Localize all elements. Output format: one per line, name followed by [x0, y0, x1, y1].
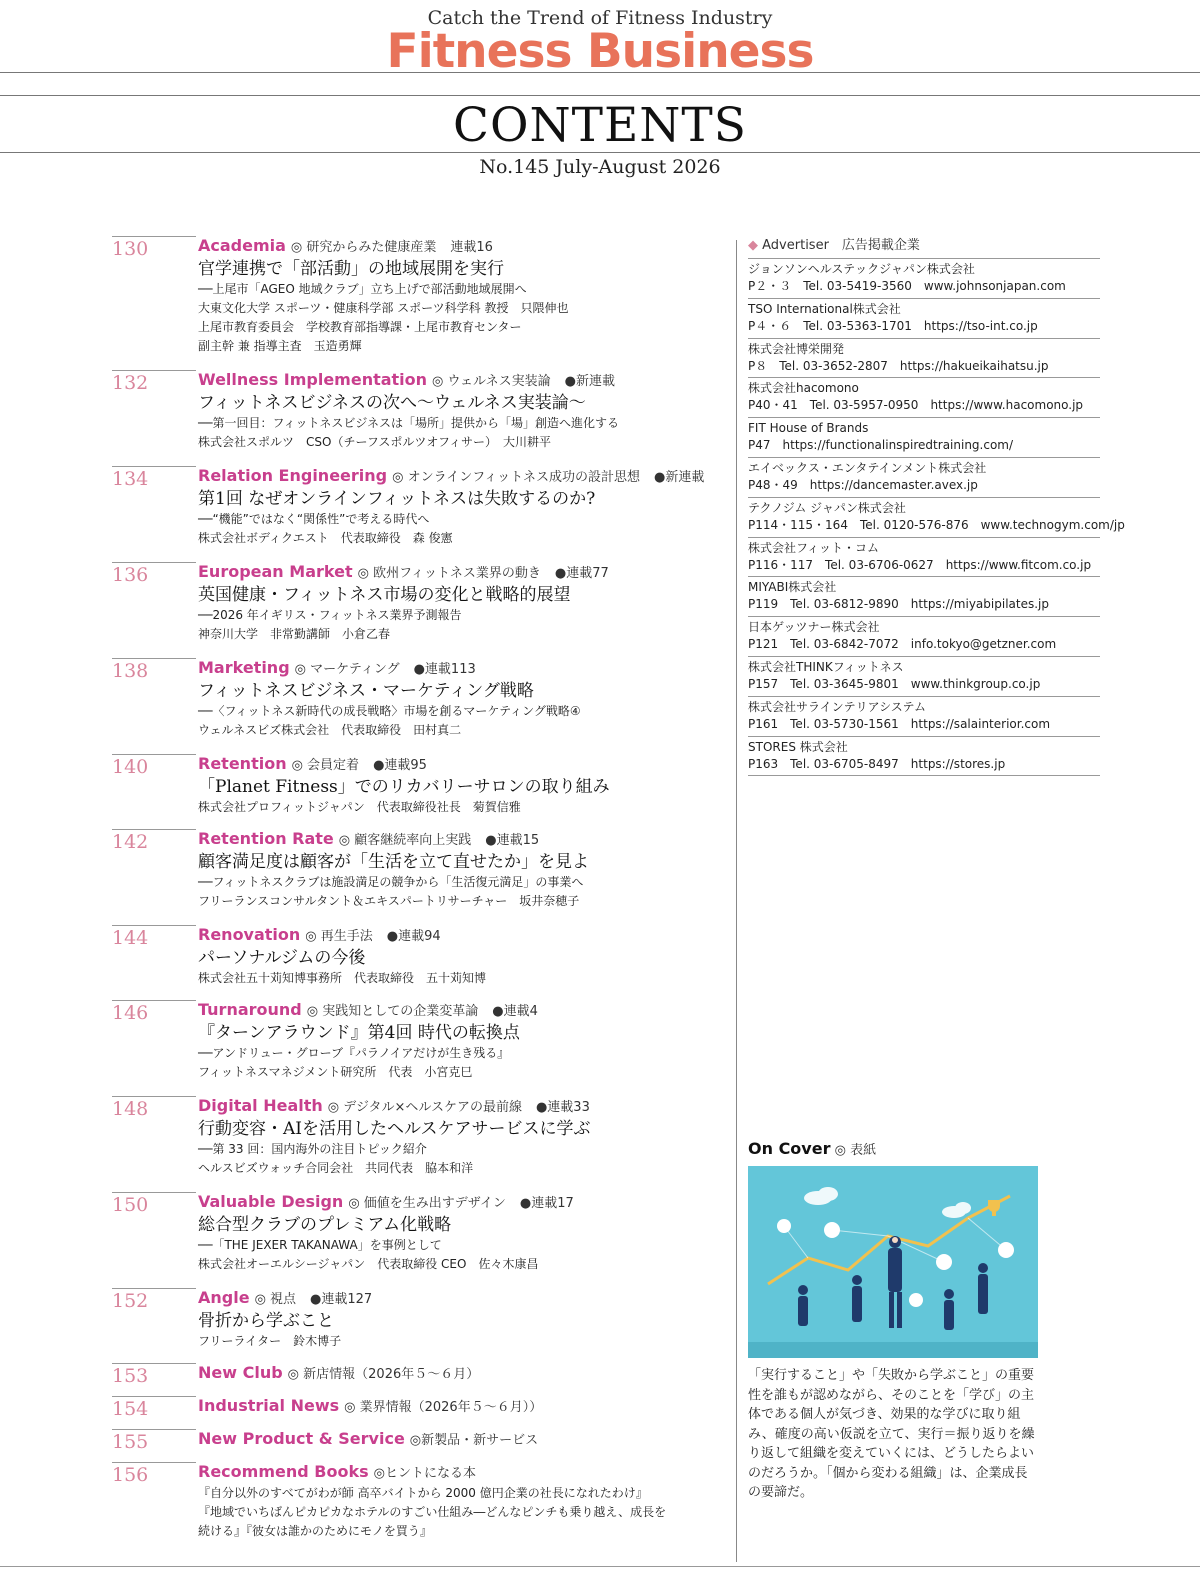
toc-series: ●連載94: [386, 929, 441, 944]
advertiser-tel: Tel. 03-5730-1561: [790, 716, 899, 731]
toc-author-line: 株式会社五十苅知博事務所 代表取締役 五十苅知博: [198, 971, 487, 985]
advertiser-tel: Tel. 03-5363-1701: [803, 318, 912, 333]
toc-category: Academia: [198, 236, 286, 255]
advertiser-name: エイベックス・エンタテインメント株式会社: [748, 460, 987, 475]
advertiser-tel: Tel. 03-6812-9890: [790, 597, 899, 612]
toc-title[interactable]: 「Planet Fitness」でのリカバリーサロンの取り組み: [198, 777, 610, 797]
toc-series: 連載16: [450, 240, 493, 255]
advertiser-tel: Tel. 03-5419-3560: [803, 279, 912, 293]
advertiser-pages: P163: [748, 756, 779, 771]
advertiser-item: [748, 538, 1100, 578]
toc-heading: [198, 829, 722, 851]
toc-heading: [198, 370, 722, 392]
toc-deck: ──上尾市「AGEO 地域クラブ」立ち上げで部活動地域展開へ: [198, 282, 527, 296]
toc-heading: [198, 754, 722, 776]
advertiser-url[interactable]: info.tokyo@getzner.com: [910, 637, 1057, 652]
advertiser-tel: Tel. 03-6705-8497: [790, 756, 899, 771]
advertiser-info: [748, 596, 1100, 613]
toc-author-line: 副主幹 兼 指導主査 玉造勇輝: [198, 339, 362, 353]
toc-subject: ◎ オンラインフィットネス成功の設計思想: [392, 470, 641, 485]
page-number: 132: [112, 370, 196, 394]
page-number: 134: [112, 466, 196, 490]
toc-subject: ◎ 欧州フィットネス業界の動き: [357, 566, 541, 581]
page-number: 144: [112, 925, 196, 949]
advertiser-name: 株式会社hacomono: [748, 381, 859, 396]
toc-category: Wellness Implementation: [198, 370, 428, 389]
divider: [0, 152, 1200, 153]
toc-title[interactable]: フィットネスビジネスの次へ〜ウェルネス実装論〜: [198, 393, 586, 413]
advertiser-info: [748, 437, 1100, 454]
toc-heading: [198, 466, 722, 488]
toc-category: New Club: [198, 1363, 283, 1382]
toc-heading: [198, 236, 722, 258]
toc-title[interactable]: 第1回 なぜオンラインフィットネスは失敗するのか?: [198, 489, 596, 509]
toc-entry-body: [198, 236, 722, 356]
toc-author-line: 株式会社スポルツ CSO（チーフスポルツオフィサー） 大川耕平: [198, 435, 552, 449]
advertiser-pages: P２・３: [748, 279, 792, 293]
toc-heading: [198, 1429, 722, 1451]
advertiser-item: [748, 339, 1100, 379]
toc-author-line: 続ける』『彼女は誰かのためにモノを買う』: [198, 1524, 432, 1538]
advertiser-info: [748, 716, 1100, 733]
advertiser-item: [748, 617, 1100, 657]
toc-entry-body: [198, 1462, 722, 1541]
toc-category: Retention: [198, 754, 287, 773]
toc-author-line: 『自分以外のすべてがわが師 高卒バイトから 2000 億円企業の社長になれたわけ』: [198, 1486, 648, 1500]
advertiser-url[interactable]: https://www.hacomono.jp: [930, 398, 1084, 413]
toc-entry-body: [198, 562, 722, 644]
advertiser-heading: ◆ Advertiser 広告掲載企業: [748, 236, 1100, 259]
advertiser-pages: P161: [748, 716, 779, 731]
toc-author-line: フリーライター 鈴木博子: [198, 1334, 342, 1348]
cover-description: 「実行すること」や「失敗から学ぶこと」の重要性を誰もが認めながら、そのことを「学び」の主体である個人が気づき、効果的な学びに取り組み、確度の高い仮説を立て、実行＝振り返りを繰り返して組織を変えていくには、どうしたらよいのだろうか。「個から変わる組織」は、企業成長の要諦だ。: [748, 1368, 1035, 1500]
toc-series: ●連載15: [485, 833, 540, 848]
advertiser-url[interactable]: www.technogym.com/jp: [980, 517, 1125, 532]
toc-subject: ◎ 新店情報（2026年５〜６月）: [287, 1367, 480, 1382]
toc-author-line: フリーランスコンサルタント＆エキスパートリサーチャー 坂井奈穂子: [198, 894, 580, 908]
toc-author-line: フィットネスマネジメント研究所 代表 小宮克巳: [198, 1065, 473, 1079]
toc-category: Angle: [198, 1288, 250, 1307]
toc-heading: [198, 1396, 722, 1418]
page-number: 140: [112, 754, 196, 778]
page-number: 130: [112, 236, 196, 260]
toc-subject: ◎ デジタル×ヘルスケアの最前線: [327, 1100, 522, 1115]
toc-entry-body: [198, 754, 722, 817]
page-number: 148: [112, 1096, 196, 1120]
toc-entry-body: [198, 1000, 722, 1082]
advertiser-item: [748, 697, 1100, 737]
toc-heading: [198, 1096, 722, 1118]
page-number: 152: [112, 1288, 196, 1312]
toc-deck: ──「THE JEXER TAKANAWA」を事例として: [198, 1238, 442, 1252]
cover-subject: ◎ 表紙: [834, 1143, 877, 1158]
advertiser-item: [748, 299, 1100, 339]
toc-series: ●連載95: [373, 758, 427, 773]
toc-subject: ◎ヒントになる本: [373, 1466, 476, 1481]
toc-entry-body: [198, 925, 722, 988]
toc-entry-body: [198, 370, 722, 452]
toc-category: New Product & Service: [198, 1429, 405, 1448]
toc-entry-body: [198, 1363, 722, 1385]
toc-title[interactable]: 顧客満足度は顧客が「生活を立て直せたか」を見よ: [198, 852, 589, 872]
brand-logo: Fitness Business: [386, 24, 814, 79]
advertiser-url[interactable]: https://hakueikaihatsu.jp: [899, 358, 1049, 373]
advertiser-tel: Tel. 03-3645-9801: [790, 676, 899, 691]
toc-category: Renovation: [198, 925, 301, 944]
toc-heading: [198, 1288, 722, 1310]
advertiser-name: テクノジム ジャパン株式会社: [748, 500, 906, 515]
advertiser-item: [748, 737, 1100, 777]
column-divider: [736, 240, 737, 1562]
advertiser-item: [748, 458, 1100, 498]
tagline: Catch the Trend of Fitness Industry: [427, 7, 773, 29]
page-number: 155: [112, 1429, 196, 1453]
advertiser-info: [748, 358, 1100, 375]
advertiser-url[interactable]: https://stores.jp: [910, 756, 1006, 771]
advertiser-info: [748, 278, 1100, 295]
toc-author-line: 株式会社ボディクエスト 代表取締役 森 俊憲: [198, 531, 453, 545]
advertiser-pages: P40・41: [748, 398, 798, 413]
toc-series: ●連載17: [519, 1196, 574, 1211]
cover-illustration: [748, 1166, 1038, 1358]
cover-heading: [748, 1138, 1042, 1162]
advertiser-tel: Tel. 03-3652-2807: [779, 358, 888, 373]
issue-number: No.145 July-August 2026: [479, 156, 721, 178]
advertiser-url[interactable]: https://salainterior.com: [910, 716, 1051, 731]
advertiser-info: [748, 676, 1100, 693]
toc-entry-body: [198, 1096, 722, 1178]
toc-heading: [198, 1192, 722, 1214]
toc-subject: ◎ 業界情報（2026年５〜６月））: [344, 1400, 543, 1415]
advertiser-name: ジョンソンヘルステックジャパン株式会社: [748, 262, 975, 276]
page-number: 153: [112, 1363, 196, 1387]
toc-author-line: 神奈川大学 非常勤講師 小倉乙春: [198, 627, 391, 641]
page-number: 136: [112, 562, 196, 586]
divider: [0, 1566, 1200, 1567]
page-number: 138: [112, 658, 196, 682]
toc-series: ●連載77: [554, 566, 609, 581]
advertiser-pages: P116・117: [748, 557, 814, 572]
toc-deck: ──〈フィットネス新時代の成長戦略〉市場を創るマーケティング戦略④: [198, 704, 581, 718]
toc-category: Marketing: [198, 658, 290, 677]
toc-author-line: 大東文化大学 スポーツ・健康科学部 スポーツ科学科 教授 只隈伸也: [198, 301, 569, 315]
toc-series: ●新連載: [654, 470, 705, 485]
advertiser-item: [748, 577, 1100, 617]
toc-heading: [198, 925, 722, 947]
toc-author-line: ウェルネスビズ株式会社 代表取締役 田村真二: [198, 723, 462, 737]
advertiser-url[interactable]: https://dancemaster.avex.jp: [809, 477, 978, 492]
advertiser-info: [748, 477, 1100, 494]
toc-subject: ◎ 研究からみた健康産業: [290, 240, 437, 255]
toc-category: Turnaround: [198, 1000, 302, 1019]
toc-series: ●連載33: [535, 1100, 590, 1115]
toc-subject: ◎ 会員定着: [291, 758, 360, 773]
toc-deck: ──“機能”ではなく“関係性”で考える時代へ: [198, 512, 430, 526]
toc-category: Industrial News: [198, 1396, 340, 1415]
advertiser-tel: Tel. 0120-576-876: [859, 517, 969, 532]
advertiser-item: [748, 498, 1125, 538]
advertiser-info: [748, 517, 1125, 534]
advertiser-tel: Tel. 03-6706-0627: [825, 557, 934, 572]
advertiser-item: [748, 657, 1100, 697]
toc-series: ●新連載: [564, 374, 615, 389]
toc-subject: ◎ 実践知としての企業変革論: [306, 1004, 479, 1019]
divider: [0, 95, 1200, 96]
advertiser-pages: P114・115・164: [748, 517, 848, 532]
page-number: 150: [112, 1192, 196, 1216]
toc-series: ●連載4: [492, 1004, 538, 1019]
toc-category: Relation Engineering: [198, 466, 388, 485]
advertiser-pages: P８: [748, 358, 768, 373]
toc-title[interactable]: 行動変容・AIを活用したヘルスケアサービスに学ぶ: [198, 1119, 591, 1139]
advertiser-info: [748, 397, 1100, 414]
toc-title[interactable]: 骨折から学ぶこと: [198, 1311, 334, 1331]
toc-category: Recommend Books: [198, 1462, 369, 1481]
toc-subject: ◎新製品・新サービス: [409, 1433, 539, 1448]
toc-subject: ◎ ウェルネス実装論: [432, 374, 551, 389]
advertiser-info: [748, 636, 1100, 653]
toc-deck: ──フィットネスクラブは施設満足の競争から「生活復元満足」の事業へ: [198, 875, 584, 889]
toc-subject: ◎ 価値を生み出すデザイン: [348, 1196, 506, 1211]
toc-subject: ◎ 視点: [254, 1292, 297, 1307]
toc-author-line: 上尾市教育委員会 学校教育部指導課・上尾市教育センター: [198, 320, 522, 334]
toc-heading: [198, 562, 722, 584]
advertiser-url[interactable]: https://miyabipilates.jp: [910, 597, 1049, 612]
divider: [0, 72, 1200, 73]
toc-title[interactable]: フィットネスビジネス・マーケティング戦略: [198, 681, 534, 701]
advertiser-name: 株式会社サラインテリアシステム: [748, 699, 926, 714]
advertiser-url[interactable]: www.thinkgroup.co.jp: [910, 676, 1041, 691]
toc-author-line: 『地域でいちばんピカピカなホテルのすごい仕組み―どんなピンチも乗り越え、成長を: [198, 1505, 667, 1519]
toc-deck: ──2026 年イギリス・フィットネス業界予測報告: [198, 608, 462, 622]
toc-series: ●連載127: [310, 1292, 373, 1307]
advertiser-item: [748, 418, 1100, 458]
toc-heading: [198, 1462, 722, 1484]
advertiser-name: 株式会社フィット・コム: [748, 540, 880, 555]
toc-deck: ──アンドリュー・グローブ『パラノイアだけが生き残る』: [198, 1046, 510, 1060]
advertiser-pages: P47: [748, 438, 771, 453]
advertiser-pages: P48・49: [748, 477, 798, 492]
diamond-icon: ◆: [748, 238, 763, 253]
toc-subject: ◎ 顧客継続率向上実践: [338, 833, 472, 848]
advertiser-pages: P119: [748, 597, 779, 612]
advertiser-name: TSO International株式会社: [748, 301, 901, 316]
toc-entry-body: [198, 1288, 722, 1351]
cover-category: On Cover: [748, 1139, 831, 1158]
toc-entry-body: [198, 1396, 722, 1418]
advertiser-info: [748, 557, 1100, 574]
toc-category: Valuable Design: [198, 1192, 344, 1211]
advertiser-name: MIYABI株式会社: [748, 580, 837, 595]
page-number: 142: [112, 829, 196, 853]
advertiser-name: 株式会社THINKフィットネス: [748, 659, 904, 674]
toc-author-line: ヘルスビズウォッチ合同会社 共同代表 脇本和洋: [198, 1161, 474, 1175]
toc-entry-body: [198, 658, 722, 740]
advertiser-info: [748, 318, 1100, 335]
advertiser-name: STORES 株式会社: [748, 739, 848, 754]
toc-entry-body: [198, 1192, 722, 1274]
advertiser-item: [748, 259, 1100, 299]
toc-heading: [198, 1000, 722, 1022]
toc-title[interactable]: 官学連携で「部活動」の地域展開を実行: [198, 259, 504, 279]
advertiser-name: FIT House of Brands: [748, 421, 869, 436]
advertiser-pages: P４・６: [748, 318, 792, 333]
advertiser-pages: P157: [748, 676, 779, 691]
toc-subject: ◎ 再生手法: [305, 929, 373, 944]
toc-title[interactable]: 総合型クラブのプレミアム化戦略: [198, 1215, 452, 1235]
toc-deck: ──第一回目：フィットネスビジネスは「場所」提供から「場」創造へ進化する: [198, 416, 620, 430]
toc-subject: ◎ マーケティング: [294, 662, 400, 677]
toc-heading: [198, 658, 722, 680]
advertiser-tel: Tel. 03-5957-0950: [809, 398, 919, 413]
toc-title[interactable]: パーソナルジムの今後: [198, 948, 366, 968]
toc-entry-body: [198, 1429, 722, 1451]
advertiser-url[interactable]: www.johnsonjapan.com: [923, 279, 1066, 293]
advertiser-name: 株式会社博栄開発: [748, 341, 845, 356]
page-number: 156: [112, 1462, 196, 1486]
advertiser-item: [748, 378, 1100, 418]
page-number: 154: [112, 1396, 196, 1420]
toc-category: European Market: [198, 562, 353, 581]
toc-heading: [198, 1363, 722, 1385]
on-cover: [748, 1138, 1042, 1503]
toc-series: ●連載113: [413, 662, 476, 677]
toc-title[interactable]: 『ターンアラウンド』第4回 時代の転換点: [198, 1023, 520, 1043]
toc-entry-body: [198, 466, 722, 548]
advertiser-list: [748, 236, 1125, 776]
advertiser-url[interactable]: https://www.fitcom.co.jp: [945, 557, 1092, 572]
toc-author-line: 株式会社プロフィットジャパン 代表取締役社長 菊賀信雅: [198, 800, 521, 814]
advertiser-url[interactable]: https://functionalinspiredtraining.com/: [782, 438, 1014, 453]
advertiser-name: 日本ゲッツナー株式会社: [748, 620, 880, 635]
page-number: 146: [112, 1000, 196, 1024]
page-title: CONTENTS: [453, 98, 747, 153]
advertiser-url[interactable]: https://tso-int.co.jp: [923, 318, 1038, 333]
advertiser-info: [748, 756, 1100, 773]
toc-entry-body: [198, 829, 722, 911]
advertiser-tel: Tel. 03-6842-7072: [790, 637, 899, 652]
toc-deck: ──第 33 回：国内海外の注目トピック紹介: [198, 1142, 427, 1156]
toc-author-line: 株式会社オーエルシージャパン 代表取締役 CEO 佐々木康昌: [198, 1257, 539, 1271]
toc-category: Digital Health: [198, 1096, 323, 1115]
toc-title[interactable]: 英国健康・フィットネス市場の変化と戦略的展望: [198, 585, 571, 605]
toc-category: Retention Rate: [198, 829, 334, 848]
advertiser-pages: P121: [748, 637, 779, 652]
